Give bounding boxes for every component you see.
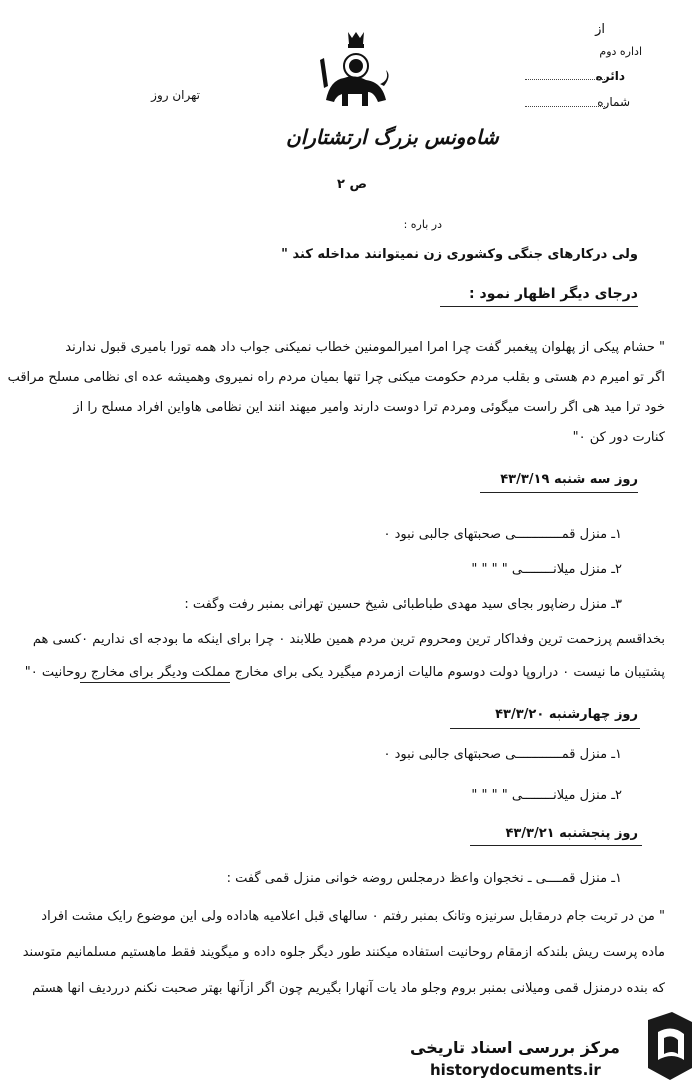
underline-clergy-expenses [80,682,230,683]
subject-label: در باره : [403,218,442,231]
lion-and-sun-emblem-icon [316,30,392,112]
paragraph-1-line-1: " حشام پیکی از پهلوان پیغمبر گفت چرا امرا امیرالمومنین خطاب نمیکنی جواب داد همه تورا بامیری قبول ندارند [65,340,665,355]
paragraph-2-line-1: بخداقسم پرزحمت ترین وفداکار ترین ومحروم ترین مردم همین طلابند ۰ چرا برای اینکه ما بودجه ای نداریم ۰کسی هم [32,632,665,647]
header-number: شماره [597,95,630,109]
header-division: دائره [595,69,625,83]
archive-watermark [400,1010,700,1083]
day-3-item-1: ۱ـ منزل قمــــی ـ نخجوان واعظ درمجلس روضه خوانی منزل قمی گفت : [226,871,622,886]
underline-statement [440,306,638,307]
header-number-dots [525,106,605,107]
underline-day-1 [480,492,638,493]
day-1-item-2: ۲ـ منزل میلانــــــــی " " " " [471,562,622,577]
header-division-dots [525,79,605,80]
day-3-heading: روز پنجشنبه ۴۳/۳/۲۱ [505,826,638,841]
paragraph-1-line-2: اگر تو امیرم دم هستی و بقلب مردم حکومت میکنی چرا تنها بمیان مردم راه نمیروی وهمیشه عده ای نظامی مسلح مراقب [7,370,665,385]
underline-day-2 [450,728,640,729]
day-1-item-1: ۱ـ منزل قمــــــــــــی صحبتهای جالبی نبود ۰ [383,527,622,542]
underline-day-3 [470,845,642,846]
watermark-site: historydocuments.ir [430,1061,601,1079]
header-department: اداره دوم [599,45,642,58]
day-1-heading: روز سه شنبه ۴۳/۳/۱۹ [500,472,638,487]
watermark-center-name: مرکز بررسی اسناد تاریخی [410,1038,620,1057]
paragraph-3-line-1: " من در تربت جام درمقابل سرنیزه وتانک بمنبر رفتم ۰ سالهای قبل اعلامیه هاداده ولی این موضوع رایک مشت افراد [41,909,665,924]
day-2-item-1: ۱ـ منزل قمــــــــــــی صحبتهای جالبی نبود ۰ [383,747,622,762]
day-1-item-3: ۳ـ منزل رضاپور بجای سید مهدی طباطبائی شیخ حسین تهرانی بمنبر رفت وگفت : [184,597,622,612]
paragraph-2-line-2: پشتیبان ما نیست ۰ دراروپا دولت دوسوم مالیات ازمردم میگیرد یکی برای مخارج مملکت ودیگر برای مخارج روحانیت ۰" [24,665,665,680]
paragraph-3-line-3: که بنده درمنزل قمی ومیلانی بمنبر بروم وجلو ماد یات آنهارا بگیریم چون اگر ازآنها بهتر صحبت نکنم درردیف انها هستم [32,981,665,996]
header-tehran-date: تهران روز [151,88,200,102]
paragraph-1-line-3: خود ترا مید هی اگر راست میگوئی ومردم ترا دوست دارند وامیر میهند انند این نظامی هاواین افراد مسلح را از [73,400,665,415]
page-number: ص ۲ [337,177,367,192]
another-statement-line: درجای دیگر اظهار نمود : [469,286,638,302]
organization-title: شاه‌ونس بزرگ ارتشتاران [286,125,499,149]
paragraph-3-line-2: ماده پرست ریش بلندکه ازمقام روحانیت استفاده میکنند طور دیگر جلوه داده و میگویند فقط ماهستیم مسلمانیم متوسند [22,945,665,960]
archive-logo-icon [642,1012,698,1082]
day-2-heading: روز چهارشنبه ۴۳/۳/۲۰ [495,707,638,722]
quote-end-line: ولی درکارهای جنگی وکشوری زن نمیتوانند مداخله کند " [281,247,638,262]
paragraph-1-line-4: کنارت دور کن ۰" [572,430,665,445]
day-2-item-2: ۲ـ منزل میلانــــــــی " " " " [471,788,622,803]
header-from: از [595,22,605,37]
